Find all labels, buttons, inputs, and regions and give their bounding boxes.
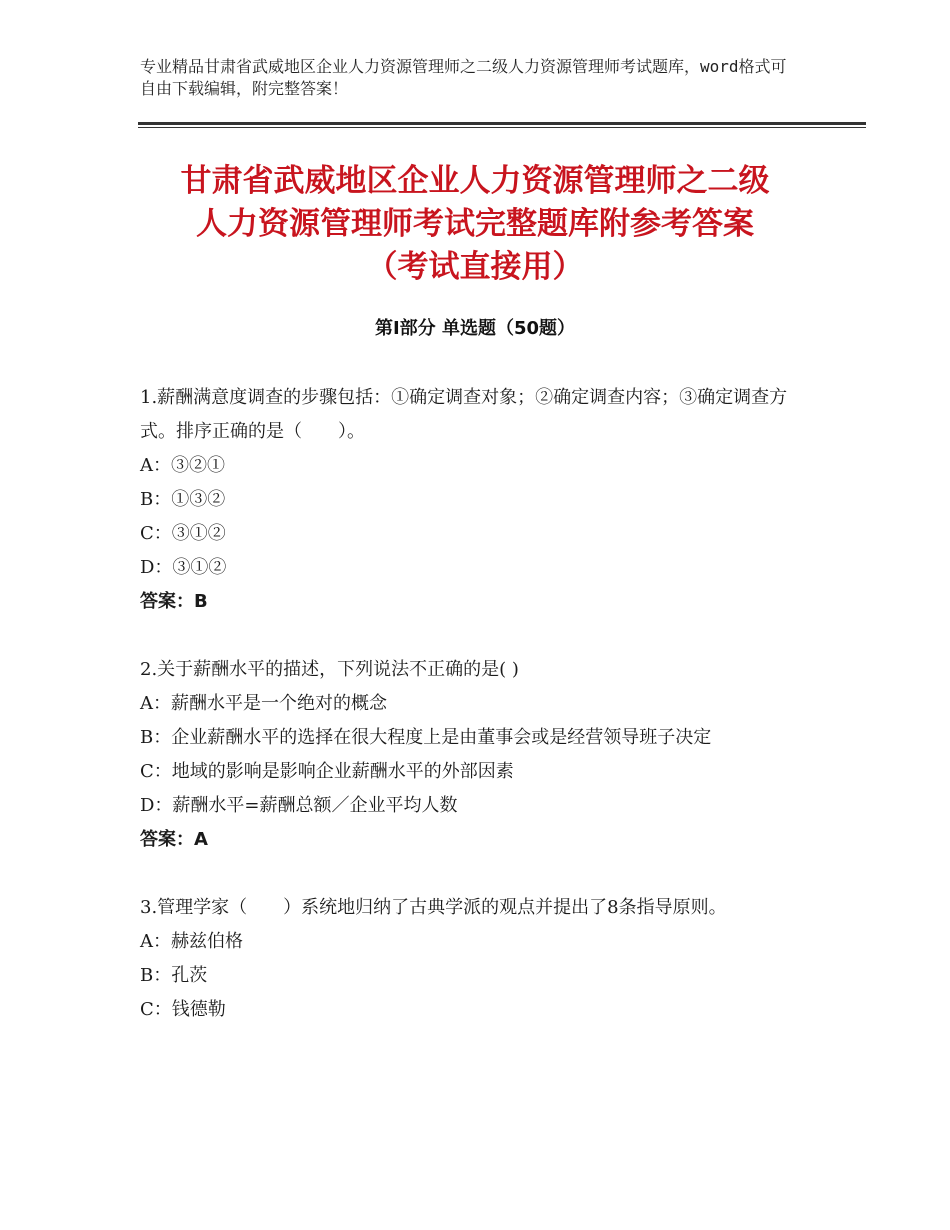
question-1 — [140, 381, 810, 619]
option-a: A：薪酬水平是一个绝对的概念 — [140, 693, 387, 714]
option-a: A：赫兹伯格 — [140, 931, 243, 952]
option-b: B：企业薪酬水平的选择在很大程度上是由董事会或是经营领导班子决定 — [140, 727, 712, 748]
header-divider-thin — [138, 127, 866, 128]
option-a: A：③②① — [140, 455, 225, 476]
title-line-1: 甘肃省武威地区企业人力资源管理师之二级 — [180, 163, 770, 199]
answer: 答案：A — [140, 829, 208, 850]
option-c: C：③①② — [140, 523, 226, 544]
question-2 — [140, 653, 810, 857]
header-divider — [138, 122, 866, 125]
question-stem: 3.管理学家（ ）系统地归纳了古典学派的观点并提出了8条指导原则。 — [140, 897, 727, 918]
document-title — [100, 160, 850, 289]
question-stem: 2.关于薪酬水平的描述，下列说法不正确的是( ) — [140, 659, 519, 680]
option-b: B：孔茨 — [140, 965, 208, 986]
option-b: B：①③② — [140, 489, 226, 510]
option-d: D：薪酬水平=薪酬总额／企业平均人数 — [140, 795, 458, 816]
title-line-3: （考试直接用） — [366, 249, 584, 285]
question-list — [140, 381, 810, 1061]
section-heading: 第Ⅰ部分 单选题（50题） — [374, 318, 575, 339]
option-c: C：钱德勒 — [140, 999, 226, 1020]
title-line-2: 人力资源管理师考试完整题库附参考答案 — [196, 206, 754, 242]
answer: 答案：B — [140, 591, 208, 612]
option-c: C：地域的影响是影响企业薪酬水平的外部因素 — [140, 761, 514, 782]
document-header-note: 专业精品甘肃省武威地区企业人力资源管理师之二级人力资源管理师考试题库，word格式可自由下载编辑，附完整答案！ — [140, 57, 787, 98]
question-3 — [140, 891, 810, 1027]
option-d: D：③①② — [140, 557, 227, 578]
question-stem: 1.薪酬满意度调查的步骤包括：①确定调查对象；②确定调查内容；③确定调查方式。排序正确的是（ ）。 — [140, 387, 788, 442]
